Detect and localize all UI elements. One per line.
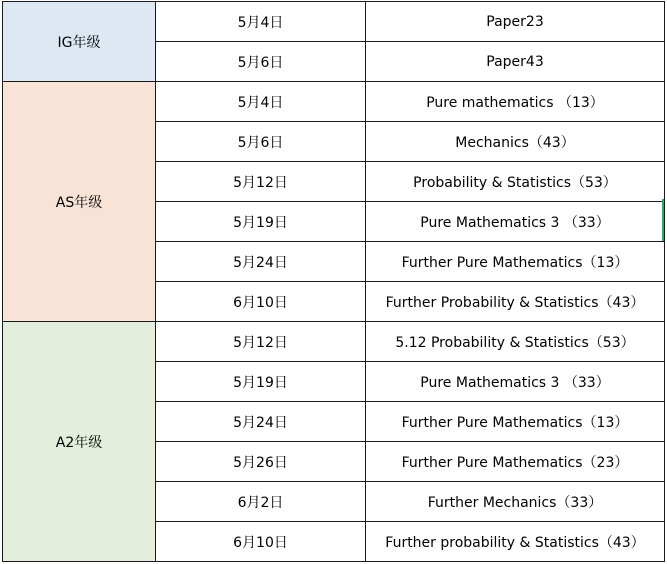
paper-cell[interactable]: 5.12 Probability & Statistics（53） xyxy=(366,322,665,362)
date-cell[interactable]: 6月2日 xyxy=(156,482,366,522)
exam-schedule-table xyxy=(2,1,665,562)
paper-cell[interactable]: Further Probability & Statistics（43） xyxy=(366,282,665,322)
table-row xyxy=(3,322,665,362)
date-cell[interactable]: 5月12日 xyxy=(156,162,366,202)
grade-cell-as[interactable]: AS年级 xyxy=(3,82,156,322)
grade-cell-ig[interactable]: IG年级 xyxy=(3,2,156,82)
paper-cell[interactable]: Further Pure Mathematics（13） xyxy=(366,242,665,282)
paper-cell[interactable]: Pure Mathematics 3 （33） xyxy=(366,202,665,242)
paper-cell[interactable]: Probability & Statistics（53） xyxy=(366,162,665,202)
date-cell[interactable]: 5月19日 xyxy=(156,202,366,242)
paper-cell[interactable]: Further Pure Mathematics（13） xyxy=(366,402,665,442)
paper-cell[interactable]: Pure mathematics （13） xyxy=(366,82,665,122)
date-cell[interactable]: 5月6日 xyxy=(156,42,366,82)
date-cell[interactable]: 6月10日 xyxy=(156,522,366,562)
date-cell[interactable]: 5月4日 xyxy=(156,82,366,122)
date-cell[interactable]: 5月12日 xyxy=(156,322,366,362)
paper-cell[interactable]: Further probability & Statistics（43） xyxy=(366,522,665,562)
cell-selection-marker xyxy=(662,199,664,241)
date-cell[interactable]: 5月6日 xyxy=(156,122,366,162)
table-row xyxy=(3,82,665,122)
date-cell[interactable]: 5月24日 xyxy=(156,242,366,282)
date-cell[interactable]: 5月24日 xyxy=(156,402,366,442)
date-cell[interactable]: 5月26日 xyxy=(156,442,366,482)
paper-cell[interactable]: Paper43 xyxy=(366,42,665,82)
paper-cell[interactable]: Further Mechanics（33） xyxy=(366,482,665,522)
paper-cell[interactable]: Pure Mathematics 3 （33） xyxy=(366,362,665,402)
date-cell[interactable]: 5月4日 xyxy=(156,2,366,42)
paper-cell[interactable]: Paper23 xyxy=(366,2,665,42)
date-cell[interactable]: 6月10日 xyxy=(156,282,366,322)
table-row xyxy=(3,2,665,42)
date-cell[interactable]: 5月19日 xyxy=(156,362,366,402)
paper-cell[interactable]: Mechanics（43） xyxy=(366,122,665,162)
paper-cell[interactable]: Further Pure Mathematics（23） xyxy=(366,442,665,482)
grade-cell-a2[interactable]: A2年级 xyxy=(3,322,156,562)
